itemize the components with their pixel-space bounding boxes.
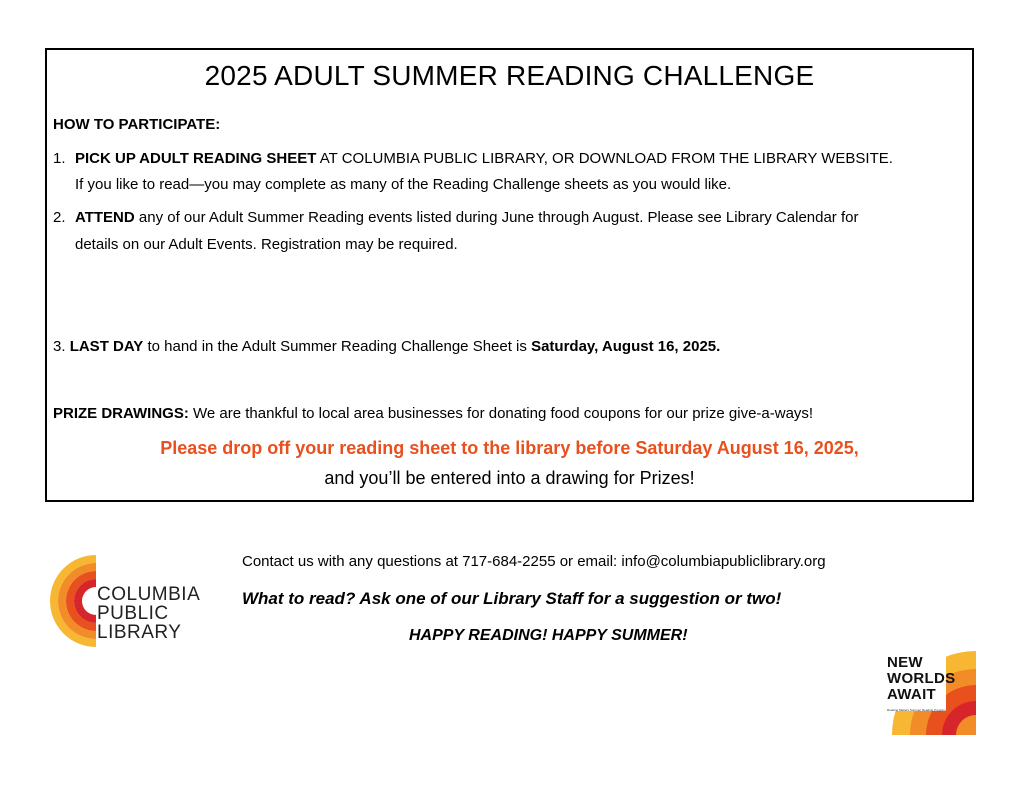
logo-line-3: LIBRARY	[97, 622, 182, 643]
step-2-lead: ATTEND	[75, 209, 135, 226]
badge-tagline: Reading Matters Summer Reading Program	[887, 708, 946, 712]
library-logo-text	[97, 585, 200, 642]
step-3-date: Saturday, August 16, 2025.	[531, 338, 721, 355]
step-2-number: 2.	[53, 209, 66, 226]
step-3	[53, 338, 720, 355]
step-1-text: AT COLUMBIA PUBLIC LIBRARY, OR DOWNLOAD FROM THE LIBRARY WEBSITE.	[316, 150, 893, 167]
step-2	[53, 209, 858, 226]
how-to-heading: HOW TO PARTICIPATE:	[53, 116, 221, 133]
page-title: 2025 ADULT SUMMER READING CHALLENGE	[204, 60, 815, 91]
logo-line-1: COLUMBIA	[97, 584, 201, 605]
ask-staff-text: What to read? Ask one of our Library Staff for a suggestion or two!	[242, 589, 782, 608]
step-2-text: any of our Adult Summer Reading events listed during June through August. Please see Library Calendar for	[134, 209, 859, 226]
step-1-number: 1.	[53, 150, 66, 167]
drop-off-notice: Please drop off your reading sheet to the library before Saturday August 16, 2025,	[160, 438, 859, 458]
step-1-line2: If you like to read—you may complete as many of the Reading Challenge sheets as you would like.	[75, 176, 732, 193]
prize-text: We are thankful to local area businesses for donating food coupons for our prize give-a-ways!	[188, 405, 814, 422]
badge-line-3: AWAIT	[887, 686, 936, 703]
prize-drawings	[53, 405, 813, 422]
step-3-lead: LAST DAY	[69, 338, 144, 355]
happy-reading-text: HAPPY READING! HAPPY SUMMER!	[409, 627, 688, 644]
badge-line-1: NEW	[887, 654, 923, 671]
challenge-box	[45, 48, 974, 502]
contact-info: Contact us with any questions at 717-684-2255 or email: info@columbiapubliclibrary.org	[242, 553, 826, 570]
step-1-lead: PICK UP ADULT READING SHEET	[75, 150, 317, 167]
step-3-number: 3.	[53, 338, 70, 355]
drawing-notice: and you’ll be entered into a drawing for Prizes!	[324, 468, 695, 488]
logo-line-2: PUBLIC	[97, 603, 169, 624]
step-2-line2: details on our Adult Events. Registration may be required.	[75, 236, 458, 253]
new-worlds-await-text	[887, 655, 955, 703]
step-3-text: to hand in the Adult Summer Reading Challenge Sheet is	[143, 338, 532, 355]
step-1	[53, 150, 893, 167]
prize-lead: PRIZE DRAWINGS:	[53, 405, 189, 422]
badge-line-2: WORLDS	[887, 670, 956, 687]
